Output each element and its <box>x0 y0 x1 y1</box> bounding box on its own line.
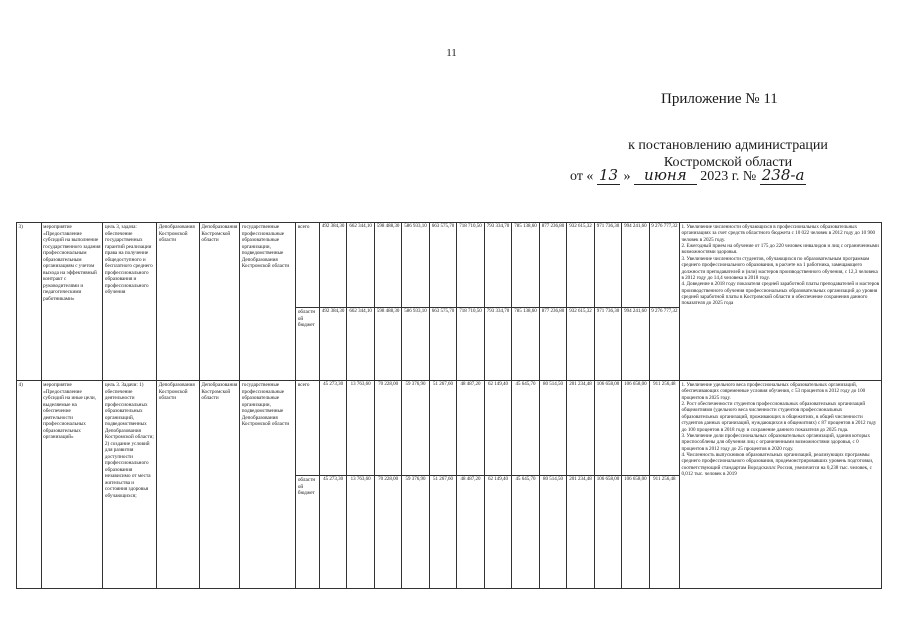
value-budget: 932 615,32 <box>567 308 594 381</box>
value-budget: 62 149,40 <box>484 476 511 589</box>
value-budget: 48 487,20 <box>457 476 484 589</box>
value-total: 45 273,30 <box>319 381 346 476</box>
measure-name: мероприятие «Предоставление субсидий на выполнение государственного задания профессиональным образовательным организациям с учетом выхода на эффективный контракт с руководителями и педагогическими работниками» <box>41 223 103 381</box>
source-budget: областной бюджет <box>296 308 320 381</box>
value-budget: 106 658,00 <box>594 476 621 589</box>
value-total: 106 658,00 <box>622 381 649 476</box>
value-budget: 45 273,30 <box>319 476 346 589</box>
result-item: 3. Увеличение доли профессиональных образовательных организаций, здания которых приспособлены для обучения лиц с ограниченными возможностями здоровья, с 0 процентов в 2012 году до 25 процентов в 2020 году. <box>681 432 870 452</box>
value-budget: 106 658,00 <box>622 476 649 589</box>
result-item: 2. Рост обеспеченности студентов профессиональных образовательных организаций общежитиями (удельного веса численности студентов профессиональных образовательных организаций, проживающих в общежитиях, в общей численности студентов данных организаций, нуждающихся в общежитиях) с 87 процентов в 2012 году до 100 процентов в 2018 году и сохранение данного показателя до 2025 года. <box>681 401 877 433</box>
date-prefix: от « <box>570 169 594 184</box>
value-budget: 492 384,30 <box>319 308 346 381</box>
recipient: государственные профессиональные образовательные организации, подведомственные Депобразования Костромской области <box>240 223 296 381</box>
value-total: 62 149,40 <box>484 381 511 476</box>
value-total: 598 488,30 <box>374 223 401 308</box>
value-total: 9 276 777,32 <box>649 223 679 308</box>
value-budget: 662 344,10 <box>347 308 374 381</box>
row-index: 4) <box>17 381 42 589</box>
table-row <box>17 223 882 308</box>
value-total: 201 234,48 <box>567 381 594 476</box>
value-total: 994 241,60 <box>622 223 649 308</box>
value-total: 70 228,00 <box>374 381 401 476</box>
executor: Депобразования Костромской области <box>157 381 200 589</box>
value-budget: 971 736,30 <box>594 308 621 381</box>
value-budget: 911 256,48 <box>649 476 679 589</box>
expected-results <box>679 223 881 381</box>
page-number: 11 <box>446 47 457 59</box>
result-item: 1. Увеличение численности обучающихся в профессиональных образовательных организациях за счет средств областного бюджета с 10 022 человек в 2012 году до 10 900 человек в 2025 году. <box>681 224 876 243</box>
measure-goal: цель 3, задача: обеспечение государственных гарантий реализации права на получение общедоступного и бесплатного среднего профессионального образования и профессионального обучения <box>103 223 157 381</box>
value-budget: 51 267,60 <box>429 476 456 589</box>
result-item: 2. Ежегодный прием на обучение от 175 до 220 человек инвалидов и лиц с ограниченными возможностями здоровья. <box>681 243 879 256</box>
coexecutor: Депобразования Костромской области <box>199 223 239 381</box>
value-budget: 785 138,60 <box>512 308 539 381</box>
value-budget: 59 376,90 <box>402 476 429 589</box>
date-year: 2023 г. № <box>700 169 757 184</box>
source-total: всего <box>296 223 320 308</box>
value-budget: 45 645,70 <box>512 476 539 589</box>
value-total: 106 658,00 <box>594 381 621 476</box>
value-total: 793 334,70 <box>484 223 511 308</box>
value-total: 932 615,32 <box>567 223 594 308</box>
value-total: 586 933,10 <box>402 223 429 308</box>
coexecutor: Депобразования Костромской области <box>199 381 239 589</box>
value-budget: 877 236,80 <box>539 308 566 381</box>
value-budget: 13 763,60 <box>347 476 374 589</box>
value-total: 718 710,50 <box>457 223 484 308</box>
value-total: 785 138,60 <box>512 223 539 308</box>
result-item: 4. Численность выпускников образовательных организаций, реализующих программы среднего профессионального образования, продемонстрировавших уровень подготовки, соответствующий стандартам Ворлдскиллс Россия, увеличится на 0,238 тыс. человек, с 0,012 тыс. человек в 2019 <box>681 451 874 478</box>
date-mid: » <box>623 169 631 184</box>
value-budget: 663 575,70 <box>429 308 456 381</box>
value-total: 80 514,50 <box>539 381 566 476</box>
value-total: 45 645,70 <box>512 381 539 476</box>
recipient: государственные профессиональные образовательные организации, подведомственные Депобразования Костромской области <box>240 381 296 589</box>
value-total: 492 384,30 <box>319 223 346 308</box>
value-budget: 718 710,50 <box>457 308 484 381</box>
source-total: всего <box>296 381 320 476</box>
table-row <box>17 381 882 476</box>
measure-goal: цель 3. Задачи: 1) обеспечение деятельности профессиональных образовательных организаций, подведомственных Депобразования Костромской области; 2) создание условий для развития доступности профессионального образования независимо от места жительства и состояния здоровья обучающихся; <box>103 381 157 589</box>
resolution-line-2: Костромской области <box>663 155 793 170</box>
date-day: 13 <box>598 166 619 184</box>
resolution-line-1: к постановлению администрации <box>628 138 828 153</box>
value-total: 911 256,48 <box>649 381 679 476</box>
program-table <box>16 222 882 589</box>
date-month: июня <box>634 166 697 185</box>
executor: Депобразования Костромской области <box>157 223 200 381</box>
resolution-date <box>570 166 806 185</box>
value-total: 662 344,10 <box>347 223 374 308</box>
result-item: 4. Доведение в 2018 году показателя средней заработной платы преподавателей и мастеров производственного обучения профессиональных образовательных организаций до уровня средней заработной платы в Костромской области и обеспечение сохранения данного показателя до 2025 года <box>681 281 880 307</box>
value-total: 971 736,30 <box>594 223 621 308</box>
value-budget: 70 228,00 <box>374 476 401 589</box>
value-budget: 586 933,10 <box>402 308 429 381</box>
value-budget: 80 514,50 <box>539 476 566 589</box>
value-budget: 9 276 777,32 <box>649 308 679 381</box>
appendix-title: Приложение № 11 <box>661 91 778 107</box>
value-total: 663 575,70 <box>429 223 456 308</box>
value-budget: 994 241,60 <box>622 308 649 381</box>
result-item: 3. Увеличение численности студентов, обучающихся по образовательным программам среднего профессионального образования, в расчете на 1 работника, замещающего должности преподавателей и (или) мастеров производственного обучения, с 12,3 человека в 2012 году до 14,4 человека в 2018 году. <box>681 255 878 281</box>
value-budget: 598 488,30 <box>374 308 401 381</box>
measure-name: мероприятие «Предоставление субсидий на иные цели, выделяемые на обеспечение деятельности профессиональных образовательных организаций» <box>41 381 103 589</box>
doc-number: 238-а <box>761 166 805 184</box>
expected-results <box>679 381 881 589</box>
value-total: 877 236,80 <box>539 223 566 308</box>
result-item: 1. Увеличение удельного веса профессиональных образовательных организаций, обеспечивающих современные условия обучения, с 53 процентов в 2012 году до 100 процентов в 2025 году. <box>681 382 866 401</box>
value-budget: 201 234,48 <box>567 476 594 589</box>
value-total: 13 763,60 <box>347 381 374 476</box>
value-total: 48 487,20 <box>457 381 484 476</box>
value-total: 51 267,60 <box>429 381 456 476</box>
value-total: 59 376,90 <box>402 381 429 476</box>
source-budget: областной бюджет <box>296 476 320 589</box>
value-budget: 793 334,70 <box>484 308 511 381</box>
row-index: 3) <box>17 223 42 381</box>
